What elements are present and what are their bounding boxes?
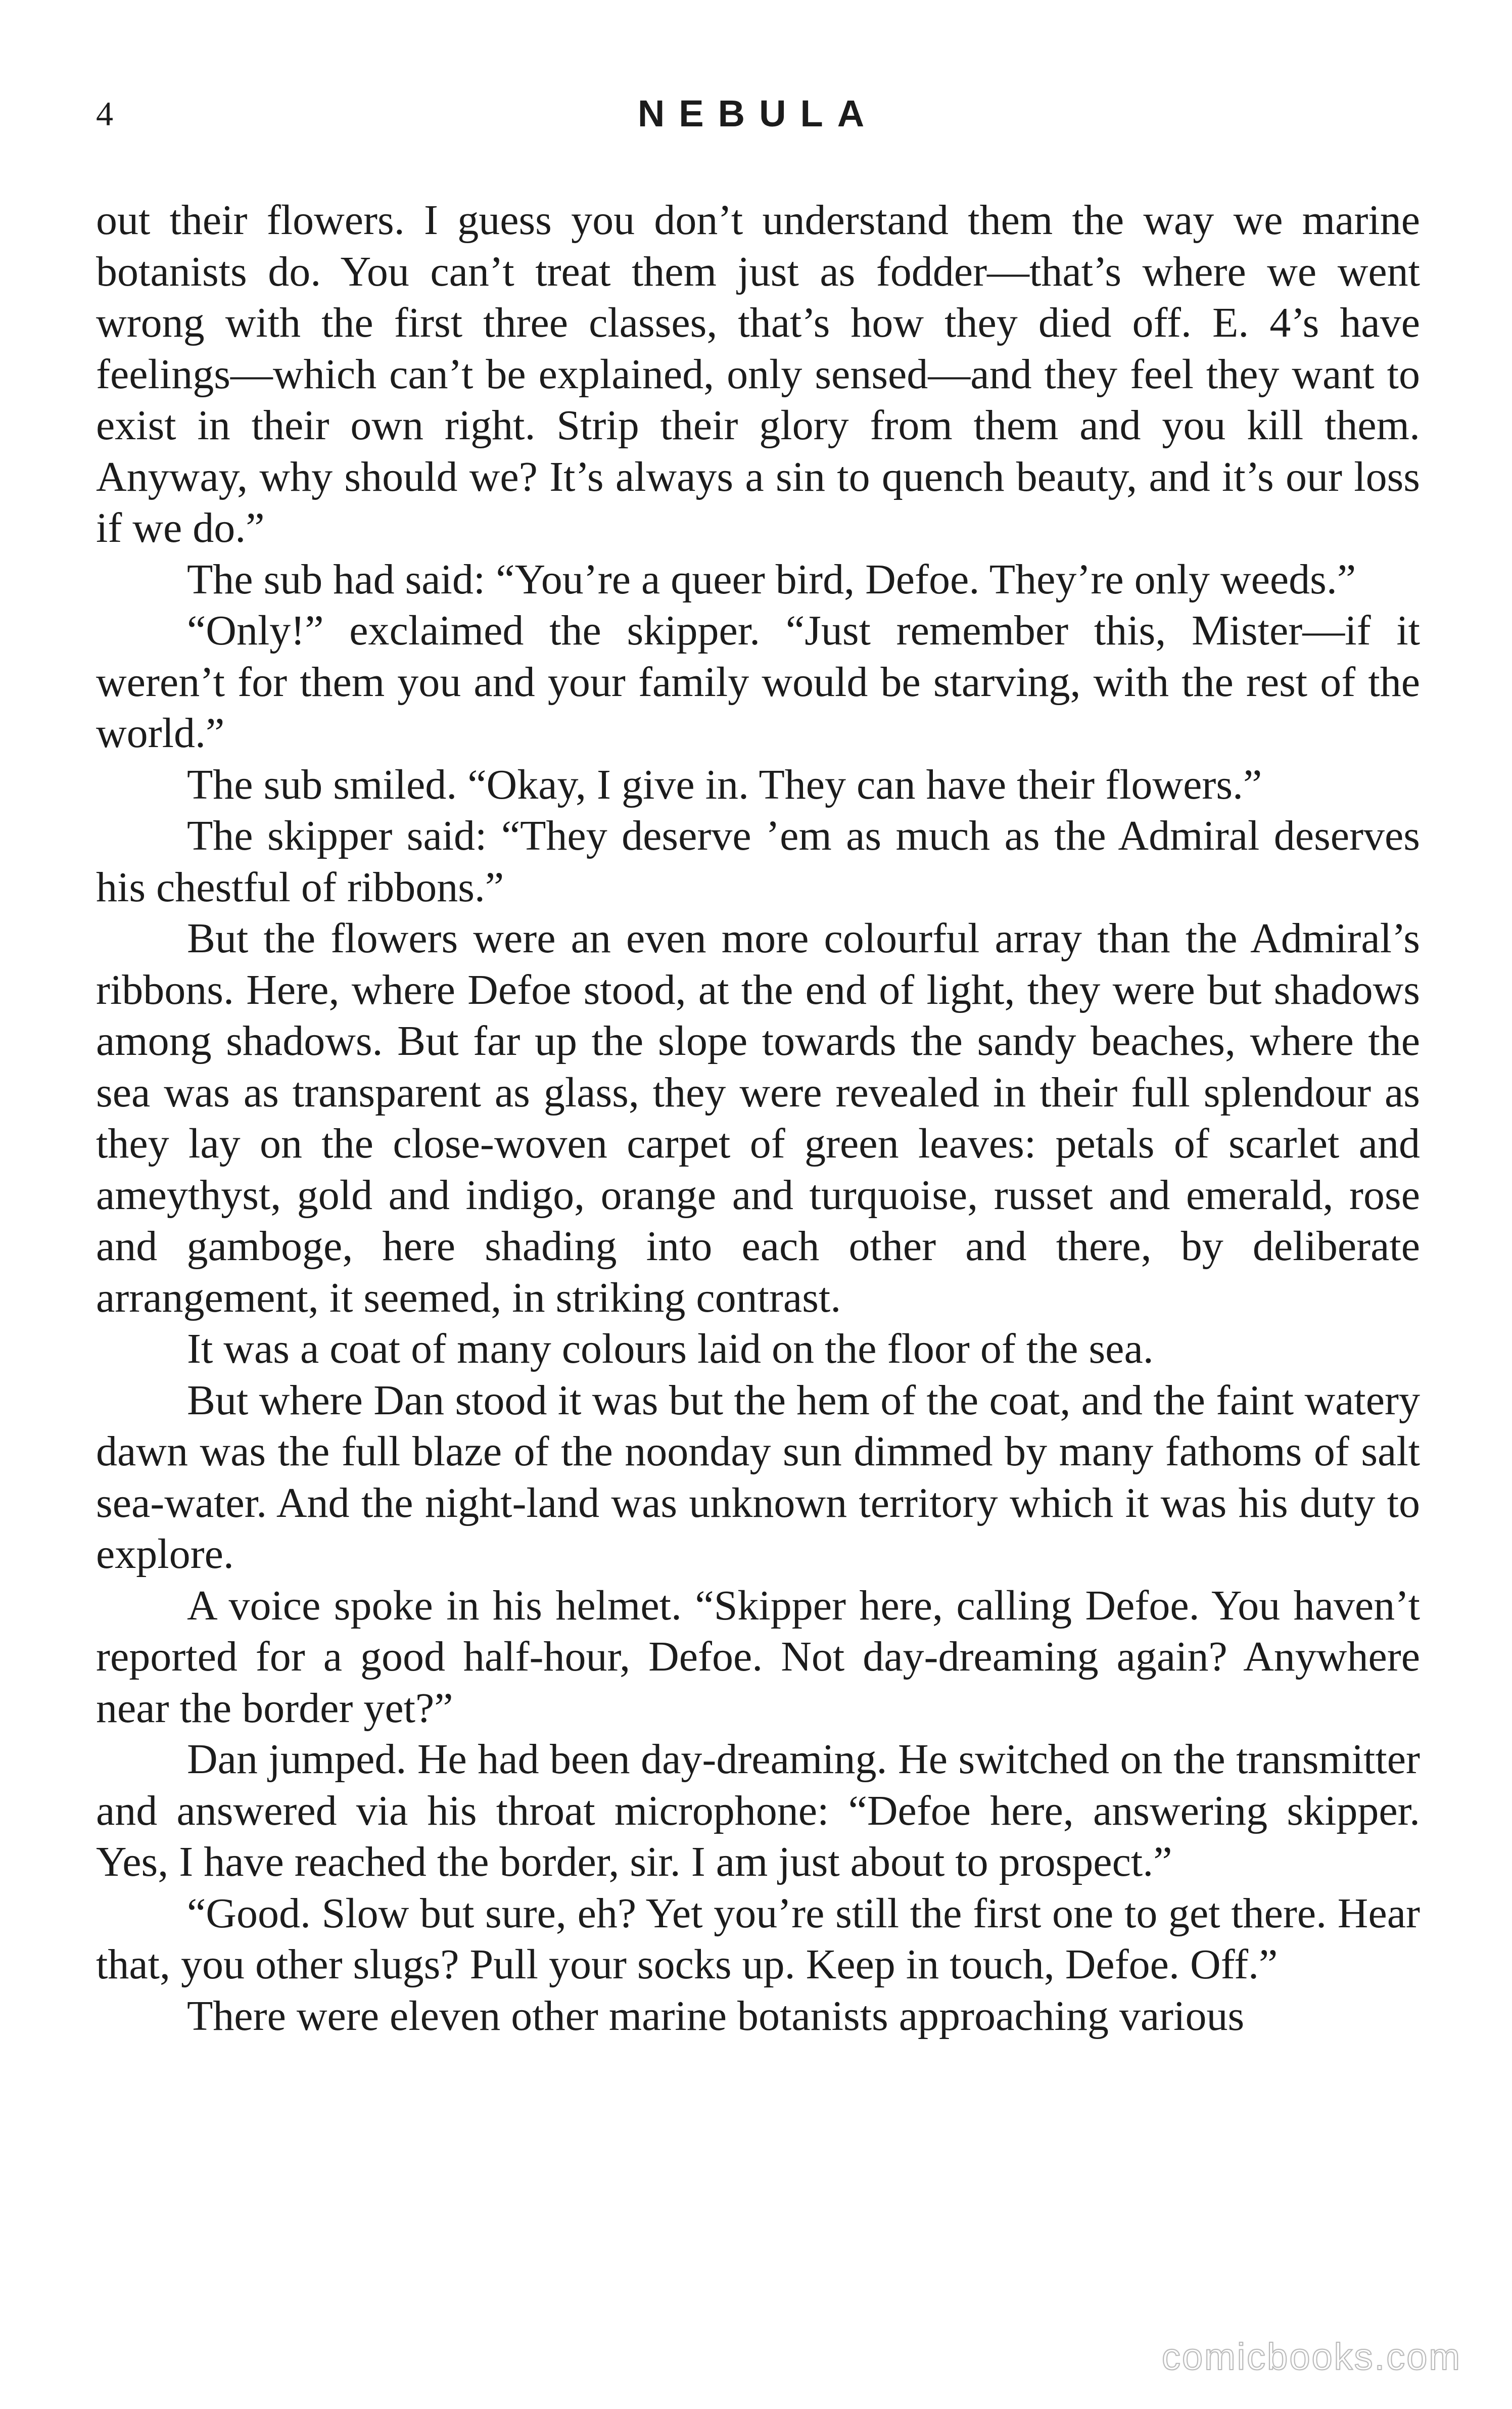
page-header [96,86,1420,142]
watermark: comicbooks.com [1161,2336,1461,2378]
paragraph: out their flowers. I guess you don’t understand them the way we marine botanists do. You can’t treat them just as fodder—that’s where we went wrong with the first three classes, that’s how they died off. E. 4’s have feelings—which can’t be explained, only sensed—and they feel they want to exist in their own right. Strip their glory from them and you kill them. Anyway, why should we? It’s always a sin to quench beauty, and it’s our loss if we do.” [96,197,1420,551]
paragraph: “Only!” exclaimed the skipper. “Just remember this, Mister—if it weren’t for them you and your family would be starving, with the rest of the world.” [96,607,1420,757]
page-number: 4 [96,95,113,133]
paragraph: It was a coat of many colours laid on the floor of the sea. [187,1325,1154,1372]
paragraph: A voice spoke in his helmet. “Skipper here, calling Defoe. You haven’t reported for a good half-hour, Defoe. Not day-dreaming again? Anywhere near the border yet?” [96,1582,1420,1732]
body-text [96,195,1420,2042]
paragraph: But where Dan stood it was but the hem of the coat, and the faint watery dawn was the full blaze of the noonday sun dimmed by many fathoms of salt sea-water. And the night-land was unknown territory which it was his duty to explore. [96,1376,1420,1578]
running-title: NEBULA [637,92,879,134]
paragraph: The skipper said: “They deserve ’em as much as the Admiral deserves his chestful of ribbons.” [96,812,1420,911]
paragraph: But the flowers were an even more colourful array than the Admiral’s ribbons. Here, where Defoe stood, at the end of light, they were but shadows among shadows. But far up the slope towards the sandy beaches, where the sea was as transparent as glass, they were revealed in their full splendour as they lay on the close-woven carpet of green leaves: petals of scarlet and ameythyst, gold and indigo, orange and turquoise, russet and emerald, rose and gamboge, here shading into each other and there, by deliberate arrangement, it seemed, in striking contrast. [96,915,1420,1321]
paragraph: The sub smiled. “Okay, I give in. They can have their flowers.” [187,761,1262,808]
paragraph: There were eleven other marine botanists approaching various [187,1992,1245,2040]
paragraph: “Good. Slow but sure, eh? Yet you’re still the first one to get there. Hear that, you other slugs? Pull your socks up. Keep in touch, Defoe. Off.” [96,1889,1420,1988]
paragraph: The sub had said: “You’re a queer bird, Defoe. They’re only weeds.” [187,555,1356,603]
paragraph: Dan jumped. He had been day-dreaming. He switched on the transmitter and answered via his throat microphone: “Defoe here, answering skipper. Yes, I have reached the border, sir. I am just about to prospect.” [96,1736,1420,1885]
